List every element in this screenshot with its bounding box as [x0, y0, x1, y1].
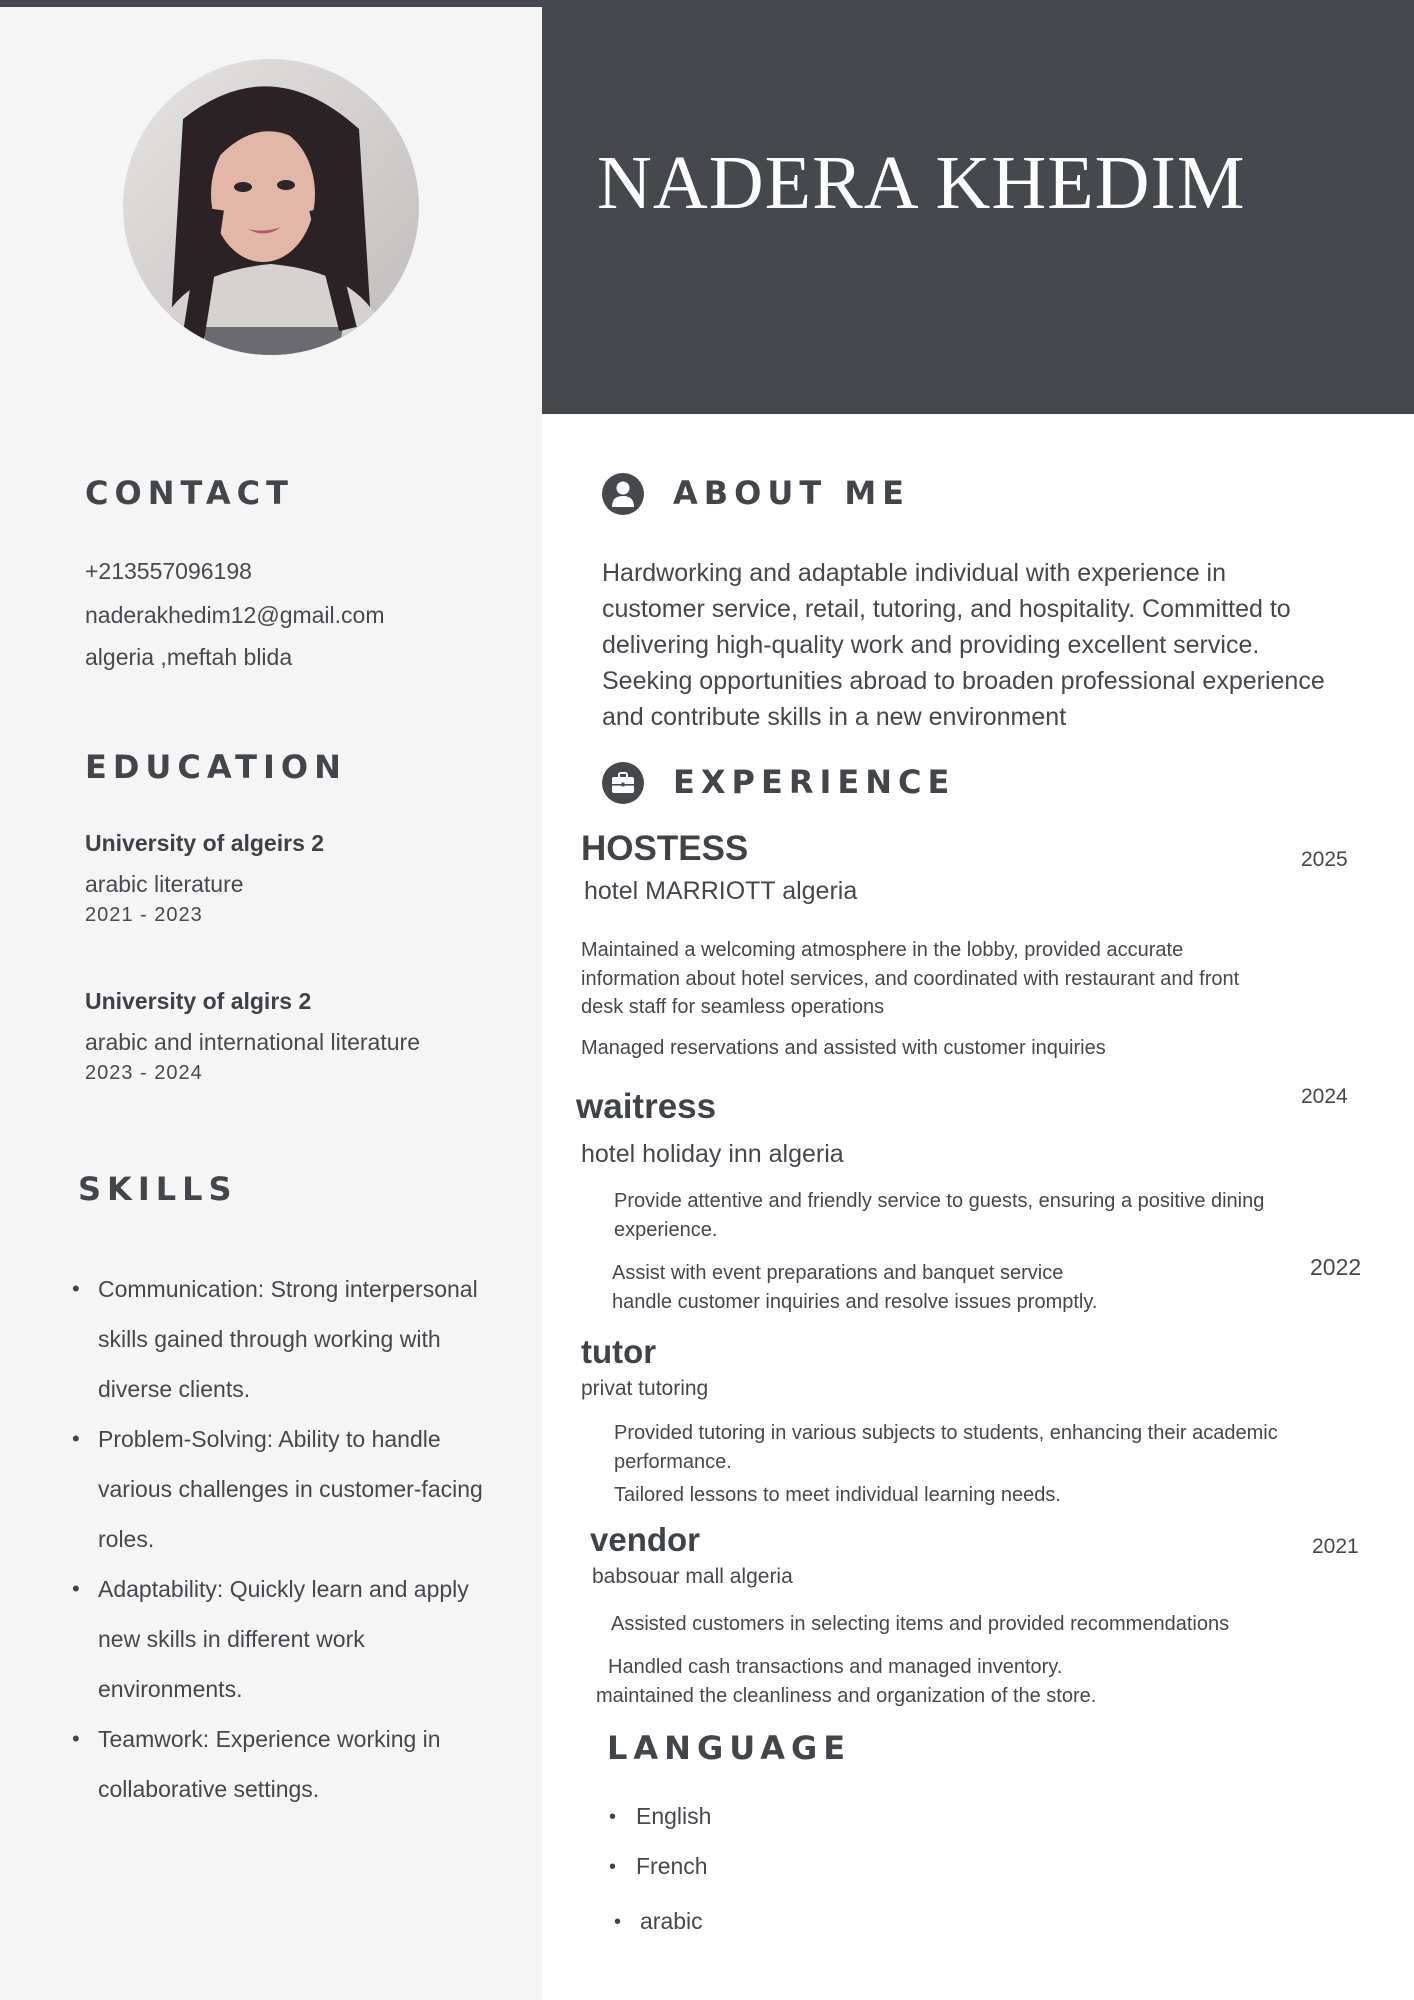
about-line: customer service, retail, tutoring, and hospitality. Committed to: [602, 595, 1291, 623]
language-item: English: [636, 1803, 712, 1829]
job-description: [612, 1259, 1097, 1316]
person-icon: [602, 473, 644, 515]
education-school: University of algirs 2: [85, 988, 312, 1014]
skills-heading: SKILLS: [78, 1170, 238, 1208]
job-desc-line: maintained the cleanliness and organization of the store.: [596, 1684, 1097, 1707]
job-desc-line: desk staff for seamless operations: [581, 996, 885, 1018]
skills-list: [66, 1264, 486, 1814]
education-years: 2021 - 2023: [85, 904, 203, 926]
education-degree: arabic literature: [85, 871, 244, 897]
contact-heading: CONTACT: [85, 474, 294, 512]
job-company: hotel MARRIOTT algeria: [584, 877, 858, 905]
job-desc-line: Provide attentive and friendly service to guests, ensuring a positive dining: [614, 1190, 1265, 1212]
job-desc-line: Assisted customers in selecting items and provided recommendations: [611, 1613, 1230, 1635]
contact-email[interactable]: naderakhedim12@gmail.com: [85, 602, 385, 628]
job-desc-line: Provided tutoring in various subjects to students, enhancing their academic: [614, 1422, 1278, 1444]
bullet-icon: •: [609, 1856, 617, 1878]
about-line: Hardworking and adaptable individual with experience in: [602, 559, 1226, 587]
about-line: delivering high-quality work and providing excellent service.: [602, 631, 1260, 659]
job-year: 2022: [1310, 1254, 1362, 1280]
job-desc-line: Assist with event preparations and banquet service: [612, 1262, 1064, 1284]
bullet-icon: •: [609, 1806, 617, 1828]
bullet-icon: •: [614, 1911, 622, 1933]
job-desc-line: Tailored lessons to meet individual learning needs.: [614, 1484, 1061, 1506]
job-year: 2024: [1301, 1085, 1348, 1108]
about-line: and contribute skills in a new environment: [602, 703, 1067, 731]
job-description: [614, 1419, 1278, 1476]
full-name: NADERA KHEDIM: [597, 141, 1246, 225]
job-role: HOSTESS: [581, 829, 749, 868]
job-year: 2021: [1312, 1535, 1359, 1558]
job-desc-line: Managed reservations and assisted with customer inquiries: [581, 1037, 1106, 1059]
language-item: arabic: [640, 1908, 703, 1934]
job-desc-line: Handled cash transactions and managed inventory.: [608, 1656, 1063, 1678]
job-company: privat tutoring: [581, 1377, 709, 1400]
briefcase-icon: [602, 762, 644, 804]
language-heading: LANGUAGE: [607, 1729, 852, 1767]
profile-photo-image: [123, 59, 419, 355]
skill-item: • Teamwork: Experience working in collaborative settings.: [66, 1714, 486, 1814]
education-years: 2023 - 2024: [85, 1062, 203, 1084]
job-description: [581, 936, 1239, 1022]
job-year: 2025: [1301, 848, 1348, 871]
job-desc-line: experience.: [614, 1218, 718, 1241]
skill-item: • Communication: Strong interpersonal skills gained through working with diverse clients.: [66, 1264, 486, 1414]
skill-item: • Problem-Solving: Ability to handle various challenges in customer-facing roles.: [66, 1414, 486, 1564]
education-degree: arabic and international literature: [85, 1029, 420, 1055]
contact-phone: +213557096198: [85, 558, 252, 584]
language-item: French: [636, 1853, 708, 1879]
job-role: waitress: [576, 1087, 717, 1126]
job-role: vendor: [590, 1521, 701, 1558]
job-desc-line: information about hotel services, and coordinated with restaurant and front: [581, 967, 1240, 990]
job-company: hotel holiday inn algeria: [581, 1140, 844, 1168]
job-desc-line: Maintained a welcoming atmosphere in the lobby, provided accurate: [581, 939, 1184, 961]
education-school: University of algeirs 2: [85, 830, 325, 856]
contact-address: algeria ,meftah blida: [85, 644, 293, 670]
profile-photo: [123, 59, 419, 355]
job-role: tutor: [581, 1333, 657, 1370]
about-heading: ABOUT ME: [673, 474, 911, 512]
job-desc-line: performance.: [614, 1450, 732, 1473]
about-line: Seeking opportunities abroad to broaden professional experience: [602, 667, 1325, 695]
experience-heading: EXPERIENCE: [673, 763, 956, 801]
about-text: [602, 555, 1325, 735]
job-company: babsouar mall algeria: [592, 1565, 793, 1588]
job-description: [614, 1187, 1264, 1244]
job-description: [596, 1653, 1096, 1710]
education-heading: EDUCATION: [85, 748, 347, 786]
job-desc-line: handle customer inquiries and resolve issues promptly.: [612, 1290, 1098, 1313]
skill-item: • Adaptability: Quickly learn and apply new skills in different work environments.: [66, 1564, 486, 1714]
